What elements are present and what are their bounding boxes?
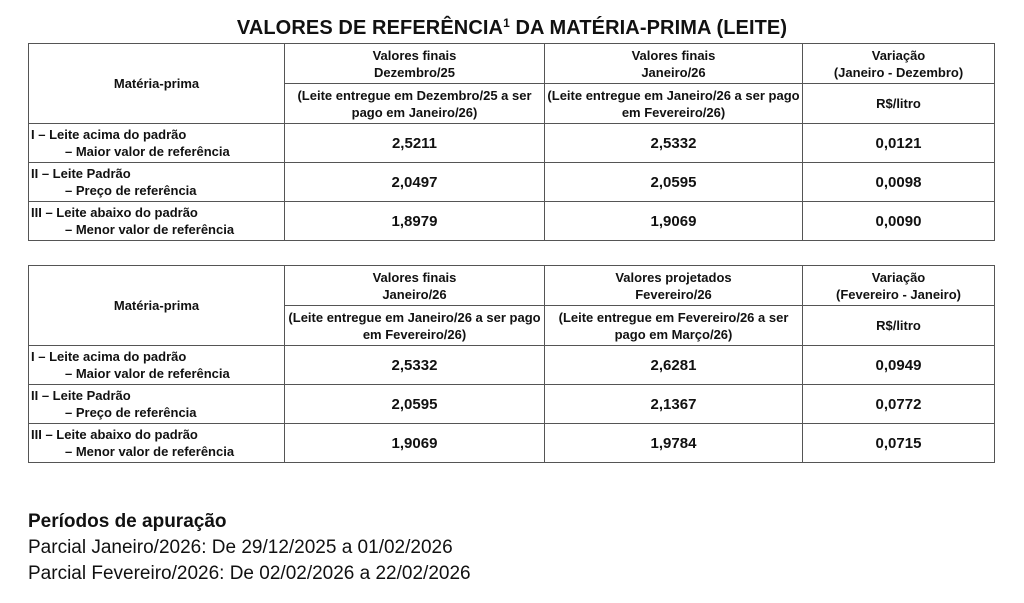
row-label: III – Leite abaixo do padrão – Menor valor de referência	[29, 202, 285, 241]
periods-section	[28, 509, 471, 587]
row-label: II – Leite Padrão – Preço de referência	[29, 385, 285, 424]
header-col3-unit: R$/litro	[803, 306, 995, 346]
table-row	[29, 424, 995, 463]
value-variation: 0,0772	[803, 385, 995, 424]
reference-table-jan-feb	[28, 265, 995, 463]
table-row	[29, 124, 995, 163]
header-col2: Valores finais Janeiro/26	[545, 44, 803, 84]
value-variation: 0,0090	[803, 202, 995, 241]
value-col1: 2,5211	[285, 124, 545, 163]
value-col1: 2,0595	[285, 385, 545, 424]
value-col2: 1,9069	[545, 202, 803, 241]
header-materia-prima: Matéria-prima	[29, 266, 285, 346]
header-col2-sub: (Leite entregue em Janeiro/26 a ser pago em Fevereiro/26)	[545, 84, 803, 124]
value-col2: 2,5332	[545, 124, 803, 163]
header-col3-unit: R$/litro	[803, 84, 995, 124]
table-row	[29, 202, 995, 241]
table-row	[29, 163, 995, 202]
row-label: I – Leite acima do padrão – Maior valor de referência	[29, 124, 285, 163]
value-col1: 1,9069	[285, 424, 545, 463]
value-col2: 2,1367	[545, 385, 803, 424]
header-col1-sub: (Leite entregue em Janeiro/26 a ser pago em Fevereiro/26)	[285, 306, 545, 346]
header-col1: Valores finais Janeiro/26	[285, 266, 545, 306]
document-title	[0, 17, 1024, 40]
period-line-january: Parcial Janeiro/2026: De 29/12/2025 a 01/02/2026	[28, 537, 453, 558]
value-variation: 0,0949	[803, 346, 995, 385]
value-col2: 2,6281	[545, 346, 803, 385]
header-col2-sub: (Leite entregue em Fevereiro/26 a ser pago em Março/26)	[545, 306, 803, 346]
header-col1-sub: (Leite entregue em Dezembro/25 a ser pago em Janeiro/26)	[285, 84, 545, 124]
header-col3-variation: Variação (Janeiro - Dezembro)	[803, 44, 995, 84]
header-col3-variation: Variação (Fevereiro - Janeiro)	[803, 266, 995, 306]
period-line-february: Parcial Fevereiro/2026: De 02/02/2026 a 22/02/2026	[28, 563, 471, 584]
title-suffix: DA MATÉRIA-PRIMA (LEITE)	[509, 17, 788, 39]
header-col2: Valores projetados Fevereiro/26	[545, 266, 803, 306]
value-col1: 2,0497	[285, 163, 545, 202]
value-variation: 0,0121	[803, 124, 995, 163]
footnote-marker: 1	[503, 16, 510, 30]
header-materia-prima: Matéria-prima	[29, 44, 285, 124]
title-text: VALORES DE REFERÊNCIA	[236, 17, 504, 39]
value-variation: 0,0098	[803, 163, 995, 202]
value-variation: 0,0715	[803, 424, 995, 463]
table-row	[29, 346, 995, 385]
row-label: II – Leite Padrão – Preço de referência	[29, 163, 285, 202]
reference-table-dec-jan	[28, 43, 995, 241]
header-col1: Valores finais Dezembro/25	[285, 44, 545, 84]
periods-title: Períodos de apuração	[28, 511, 227, 532]
value-col1: 1,8979	[285, 202, 545, 241]
row-label: I – Leite acima do padrão – Maior valor de referência	[29, 346, 285, 385]
row-label: III – Leite abaixo do padrão – Menor valor de referência	[29, 424, 285, 463]
value-col1: 2,5332	[285, 346, 545, 385]
value-col2: 2,0595	[545, 163, 803, 202]
value-col2: 1,9784	[545, 424, 803, 463]
table-row	[29, 385, 995, 424]
